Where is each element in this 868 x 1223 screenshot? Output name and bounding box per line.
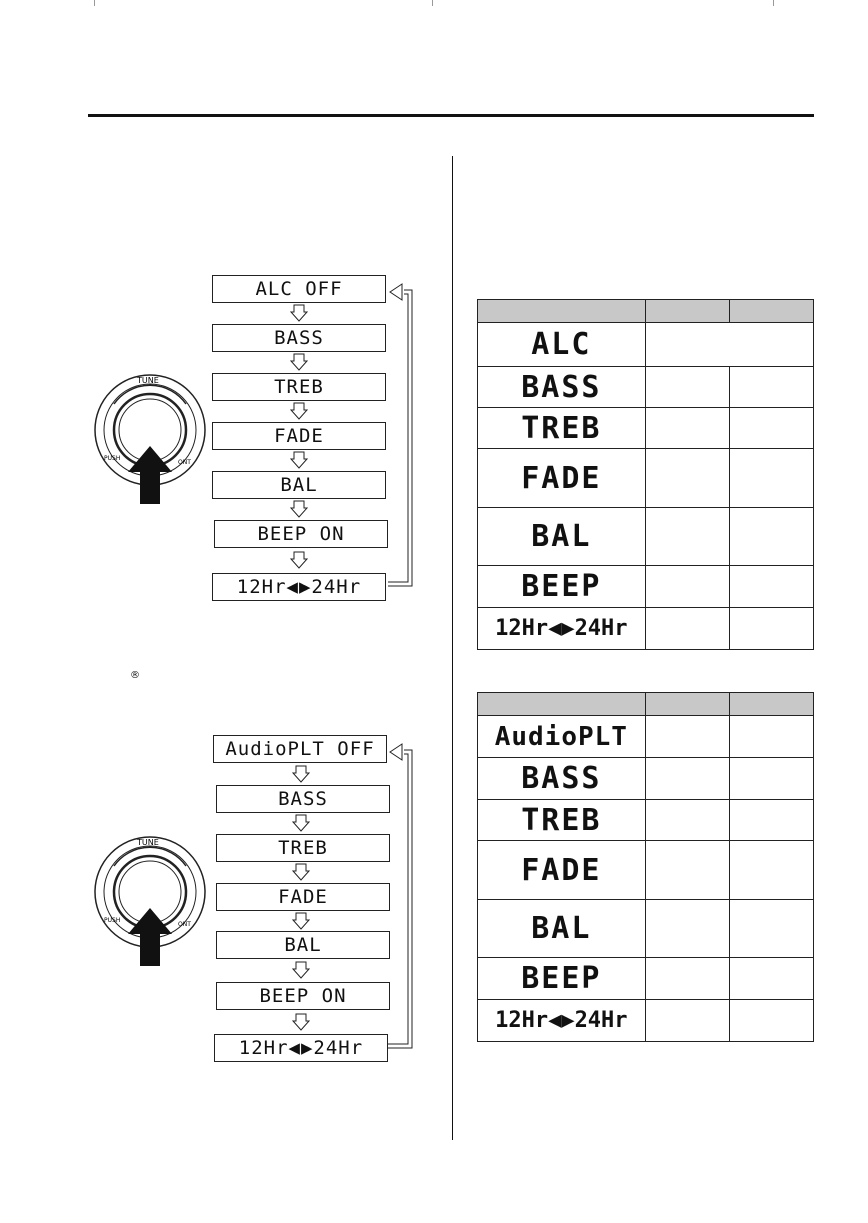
down-arrow-icon [292, 961, 310, 979]
table-row [478, 323, 814, 367]
row-label: TREB [478, 408, 646, 449]
table-row [478, 800, 814, 841]
table-row [478, 449, 814, 508]
down-arrow-icon [290, 551, 308, 569]
row-label: TREB [478, 800, 646, 841]
row-label: ALC [478, 323, 646, 367]
header-rule [88, 114, 814, 117]
row-label: BAL [478, 900, 646, 958]
table-row [478, 508, 814, 566]
flow-box-4: FADE [212, 422, 386, 450]
table-row [478, 758, 814, 800]
table-header-row [478, 693, 814, 716]
flow-box-2: BASS [216, 785, 390, 813]
row-label: 12Hr◀▶24Hr [478, 608, 646, 650]
flow-box-1: AudioPLT OFF [213, 735, 387, 763]
flow-box-5: BAL [212, 471, 386, 499]
tune-knob-icon [92, 830, 212, 970]
table-row [478, 841, 814, 900]
tune-knob-icon [92, 368, 212, 508]
down-arrow-icon [290, 402, 308, 420]
loop-back-arrow [386, 280, 418, 592]
knob-label-push: PUSH [104, 917, 121, 924]
knob-label-ont: ONT [178, 459, 191, 466]
table-row [478, 716, 814, 758]
table-row [478, 367, 814, 408]
down-arrow-icon [292, 765, 310, 783]
flow-box-3: TREB [216, 834, 390, 862]
row-label: FADE [478, 841, 646, 900]
flow-box-7: 12Hr◀▶24Hr [212, 573, 386, 601]
settings-table-audiopilot [477, 692, 814, 1042]
down-arrow-icon [292, 912, 310, 930]
row-label: BEEP [478, 566, 646, 608]
knob-label-tune: TUNE [137, 838, 159, 847]
table-row [478, 408, 814, 449]
flow-box-6: BEEP ON [216, 982, 390, 1010]
table-row [478, 566, 814, 608]
flow-box-6: BEEP ON [214, 520, 388, 548]
settings-table-alc [477, 299, 814, 650]
down-arrow-icon [290, 500, 308, 518]
flow-box-5: BAL [216, 931, 390, 959]
knob-label-push: PUSH [104, 455, 121, 462]
row-label: FADE [478, 449, 646, 508]
flow-box-3: TREB [212, 373, 386, 401]
row-label: BEEP [478, 958, 646, 1000]
down-arrow-icon [292, 814, 310, 832]
down-arrow-icon [290, 353, 308, 371]
row-label: 12Hr◀▶24Hr [478, 1000, 646, 1042]
flow-box-1: ALC OFF [212, 275, 386, 303]
crop-mark [94, 0, 95, 6]
down-arrow-icon [290, 304, 308, 322]
column-divider [452, 156, 453, 1140]
flow-box-7: 12Hr◀▶24Hr [214, 1034, 388, 1062]
registered-mark: ® [130, 670, 140, 681]
row-label: AudioPLT [478, 716, 646, 758]
table-header-row [478, 300, 814, 323]
row-label: BAL [478, 508, 646, 566]
down-arrow-icon [292, 1013, 310, 1031]
table-row [478, 900, 814, 958]
table-row [478, 608, 814, 650]
table-row [478, 1000, 814, 1042]
down-arrow-icon [292, 863, 310, 881]
crop-mark [432, 0, 433, 6]
row-label: BASS [478, 367, 646, 408]
flow-box-2: BASS [212, 324, 386, 352]
flow-box-4: FADE [216, 883, 390, 911]
knob-label-tune: TUNE [137, 376, 159, 385]
knob-label-ont: ONT [178, 921, 191, 928]
table-row [478, 958, 814, 1000]
row-label: BASS [478, 758, 646, 800]
loop-back-arrow [386, 740, 418, 1054]
crop-mark [773, 0, 774, 6]
down-arrow-icon [290, 451, 308, 469]
